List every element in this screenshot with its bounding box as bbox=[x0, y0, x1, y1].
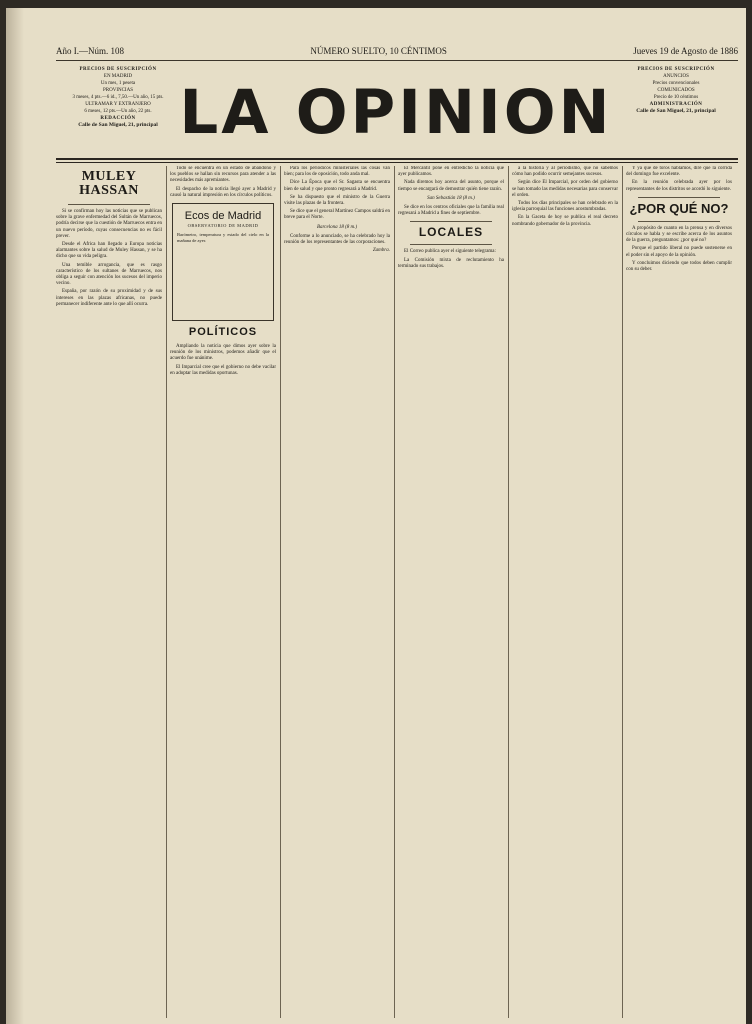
article-paragraph: Conforme a lo anunciado, se ha celebrado hoy la reunión de los representantes de las corporaciones. bbox=[284, 233, 390, 246]
column-divider bbox=[166, 166, 167, 1018]
subscription-line: COMUNICADOS bbox=[657, 88, 695, 93]
divider bbox=[68, 204, 150, 205]
dateline: Barcelona 18 (8 m.) bbox=[316, 224, 358, 230]
article-paragraph: El Imparcial cree que el gobierno no debe vacilar en adoptar las medidas oportunas. bbox=[170, 364, 276, 376]
column-6 bbox=[626, 166, 732, 1020]
article-paragraph: Ampliando la noticia que dimos ayer sobre la reunión de los ministros, podemos añadir que el acuerdo fue unánime. bbox=[170, 344, 276, 362]
article-paragraph: Para los periódicos ministeriales las cosas van bien; para los de oposición, todo anda mal. bbox=[284, 166, 390, 178]
article-paragraph: Se ha dispuesto que el ministro de la Guerra visite las plazas de la frontera. bbox=[284, 194, 390, 207]
dateline: San Sebastián 18 (8 m.) bbox=[427, 195, 475, 201]
article-paragraph: El despacho de la noticia llegó ayer a Madrid y causó la natural impresión en los círculos políticos. bbox=[170, 186, 276, 198]
article-headline: MULEY HASSAN bbox=[79, 169, 139, 198]
subscription-line: 3 meses, 4 pts.—6 id., 7,50.—Un año, 15 pts. bbox=[72, 95, 164, 100]
column-4 bbox=[398, 166, 504, 1020]
divider bbox=[638, 221, 720, 222]
article-paragraph: Todos los días principales se han celebrado en la iglesia parroquial las funciones acostumbradas. bbox=[512, 201, 618, 213]
column-5 bbox=[512, 166, 618, 1020]
masthead-title: LA OPINION bbox=[179, 77, 613, 148]
subscription-line: 6 meses, 12 pts.—Un año, 22 pts. bbox=[84, 109, 152, 114]
divider bbox=[638, 197, 720, 198]
article-paragraph: Desde el Africa han llegado a Europa noticias alarmantes sobre la salud de Muley Hassan, y se ha dicho que su vida peligra. bbox=[56, 242, 162, 260]
section-title: Ecos de Madrid bbox=[184, 210, 262, 223]
article-paragraph: Si se confirman hoy las noticias que se publican sobre la grave enfermedad del Sultán de Marruecos, podría decirse que la cuestión de Marruecos entra en un nuevo período, cuyas consecuencias no es fácil prever. bbox=[56, 209, 162, 239]
article-paragraph: Porque el partido liberal no puede sostenerse en el poder sin el apoyo de la opinión. bbox=[626, 246, 732, 258]
subscription-box-left bbox=[58, 66, 178, 129]
article-paragraph: Se dice en los centros oficiales que la familia real regresará a Madrid a fines de septiembre. bbox=[398, 205, 504, 217]
office-address: Calle de San Miguel, 21, principal bbox=[78, 122, 158, 128]
office-label: ADMINISTRACIÓN bbox=[649, 102, 703, 107]
article-paragraph: Y concluimos diciendo que todos deben cumplir con su deber. bbox=[626, 260, 732, 273]
newspaper-page bbox=[6, 8, 746, 1024]
subscription-line: EN MADRID bbox=[103, 74, 133, 79]
article-paragraph: A propósito de cuanto en la prensa y en diversos círculos se habla y se escribe acerca de los asuntos de la guerra, preguntamos: ¿por qué no? bbox=[626, 225, 732, 244]
subscription-line: ANUNCIOS bbox=[663, 74, 689, 79]
divider bbox=[410, 221, 492, 222]
column-divider bbox=[394, 166, 395, 1018]
article-paragraph: El Correo publica ayer el siguiente telegrama: bbox=[404, 249, 496, 255]
masthead-rule bbox=[56, 158, 738, 160]
subscription-line: ULTRAMAR Y EXTRANJERO bbox=[85, 102, 151, 107]
article-paragraph: En la Gaceta de hoy se publica el real decreto nombrando gobernador de la provincia. bbox=[512, 215, 618, 227]
subscription-line: Un mes, 1 peseta bbox=[100, 81, 136, 86]
issue-line bbox=[56, 44, 738, 61]
issue-number: Año I.—Núm. 108 bbox=[56, 46, 124, 56]
article-paragraph: El Mercantil pone en entredicho la noticia que ayer publicamos. bbox=[398, 166, 504, 178]
column-divider bbox=[508, 166, 509, 1018]
article-paragraph: Y ya que de toros hablamos, diré que la corrida del domingo fue excelente. bbox=[626, 166, 732, 178]
office-address: Calle de San Miguel, 21, principal bbox=[636, 108, 716, 114]
subscription-line: Precio de 10 céntimos bbox=[653, 95, 699, 100]
article-paragraph: La Comisión mixta de reclutamiento ha terminado sus trabajos. bbox=[398, 257, 504, 269]
column-2 bbox=[170, 166, 276, 1020]
article-paragraph: Se dice que el general Martínez Campos saldrá en breve para el Norte. bbox=[284, 209, 390, 221]
office-label: REDACCIÓN bbox=[100, 116, 136, 121]
issue-price: NÚMERO SUELTO, 10 CÉNTIMOS bbox=[310, 46, 447, 56]
ecos-de-madrid-box bbox=[172, 203, 274, 321]
subscription-title: PRECIOS DE SUSCRIPCIÓN bbox=[637, 67, 715, 72]
column-divider bbox=[280, 166, 281, 1018]
section-headline: POLÍTICOS bbox=[188, 326, 258, 339]
subscription-title: PRECIOS DE SUSCRIPCIÓN bbox=[79, 67, 157, 72]
signature: Zambra. bbox=[372, 248, 390, 254]
section-headline: LOCALES bbox=[418, 225, 484, 240]
article-paragraph: España, por razón de su proximidad y de sus intereses en las plazas africanas, no puede permanecer indiferente ante lo que allí ocurra. bbox=[56, 289, 162, 307]
subscription-box-right bbox=[616, 66, 736, 115]
subscription-line: PROVINCIAS bbox=[102, 88, 133, 93]
masthead-rule-thin bbox=[56, 162, 738, 163]
article-paragraph: Una temible arrogancia, que es rasgo característico de los sultanes de Marruecos, nos obliga a seguir con atención los sucesos del imperio vecino. bbox=[56, 262, 162, 287]
issue-date: Jueves 19 de Agosto de 1886 bbox=[633, 46, 738, 56]
divider bbox=[410, 244, 492, 245]
section-body: Barómetro, temperatura y estado del cielo en la mañana de ayer. bbox=[177, 232, 269, 243]
article-paragraph: Dice La Época que el Sr. Sagasta se encuentra bien de salud y que pronto regresará a Madrid. bbox=[284, 180, 390, 192]
section-subtitle: OBSERVATORIO DE MADRID bbox=[187, 222, 259, 228]
article-paragraph: Nada diremos hoy acerca del asunto, porque el tiempo se encargará de demostrar quién tiene razón. bbox=[398, 180, 504, 192]
column-1 bbox=[56, 166, 162, 1020]
article-paragraph: a la historia y al periodismo, que no sabemos cómo han podido ocurrir semejantes sucesos. bbox=[512, 166, 618, 178]
article-paragraph: Según dice El Imparcial, por orden del gobierno se han tomado las medidas necesarias para conservar el orden. bbox=[512, 180, 618, 198]
article-paragraph: Todo se encuentra en un estado de abandono y los pueblos se hallan sin recursos para atender a las necesidades más apremiantes. bbox=[170, 166, 276, 184]
article-headline: ¿POR QUÉ NO? bbox=[629, 200, 729, 216]
subscription-line: Precios convencionales bbox=[652, 81, 700, 86]
column-divider bbox=[622, 166, 623, 1018]
column-3 bbox=[284, 166, 390, 1020]
article-paragraph: En la reunión celebrada ayer por los representantes de los distritos se acordó lo siguiente. bbox=[626, 180, 732, 192]
